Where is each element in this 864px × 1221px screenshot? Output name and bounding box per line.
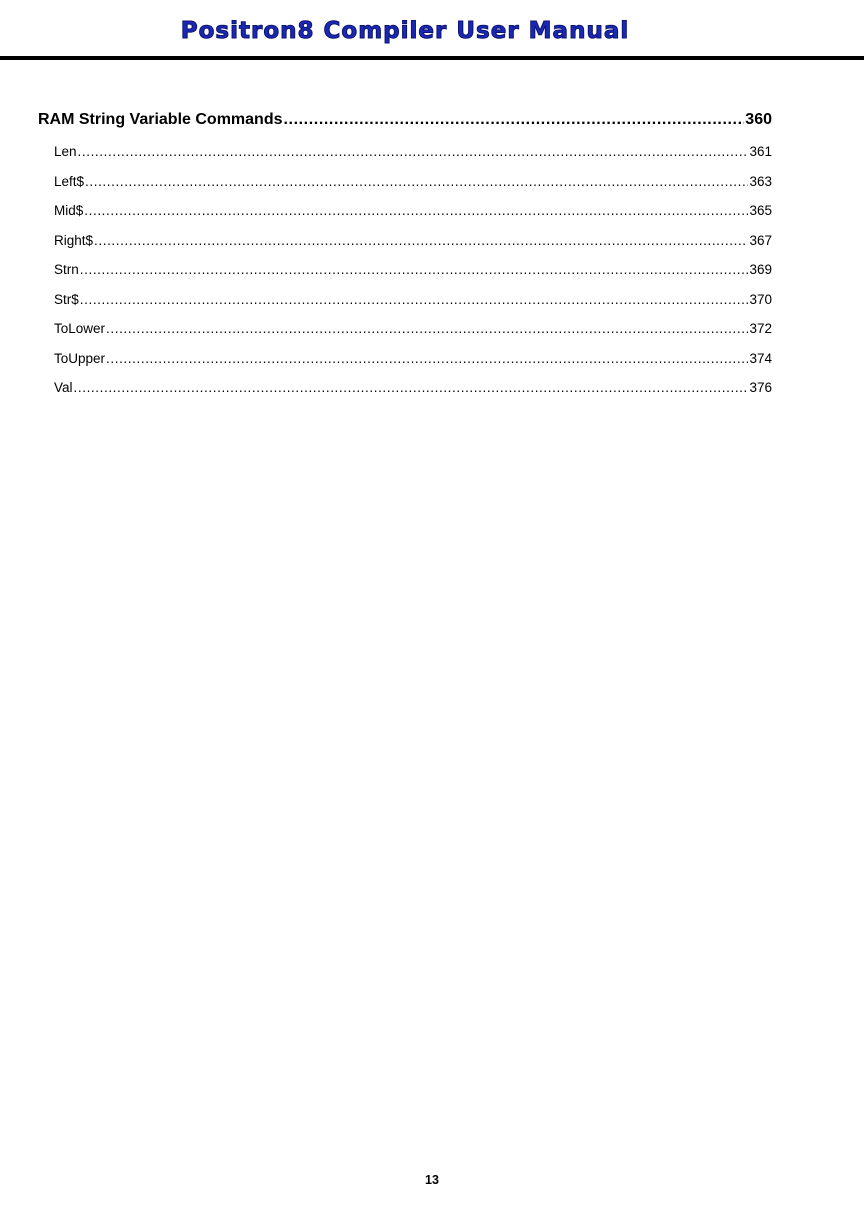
toc-entry-mid[interactable] [38, 196, 772, 226]
toc-dot-leader [84, 196, 748, 226]
toc-dot-leader [284, 108, 745, 132]
table-of-contents [38, 108, 772, 403]
toc-entry-label: ToLower [54, 321, 106, 336]
toc-entry-page: 363 [749, 173, 772, 189]
toc-entry-label: Str$ [54, 291, 79, 307]
toc-entry-str[interactable] [38, 285, 772, 315]
toc-entry-right[interactable] [38, 226, 772, 256]
toc-entry-page: 369 [749, 262, 772, 277]
toc-entry-strn[interactable] [38, 255, 772, 285]
toc-dot-leader [94, 226, 748, 256]
page-number: 13 [425, 1173, 439, 1187]
toc-entry-len[interactable] [38, 137, 772, 167]
toc-dot-leader [106, 314, 748, 344]
toc-section-heading[interactable] [38, 108, 772, 132]
toc-entry-val[interactable] [38, 373, 772, 403]
toc-section-label: RAM String Variable Commands [38, 111, 283, 128]
toc-entry-label: Len [54, 144, 77, 159]
toc-dot-leader [85, 167, 748, 197]
toc-entry-page: 370 [749, 291, 772, 307]
toc-entry-label: ToUpper [54, 350, 106, 366]
toc-entry-page: 372 [749, 321, 772, 336]
header-divider [0, 56, 864, 60]
toc-dot-leader [78, 137, 749, 167]
toc-entry-page: 365 [749, 203, 772, 218]
toc-entry-page: 361 [749, 144, 772, 159]
toc-entry-toupper[interactable] [38, 344, 772, 374]
toc-dot-leader [80, 285, 749, 315]
toc-dot-leader [106, 344, 748, 374]
toc-entry-page: 376 [749, 380, 772, 395]
toc-section-page: 360 [745, 111, 772, 128]
toc-entry-page: 367 [749, 232, 772, 248]
toc-entry-tolower[interactable] [38, 314, 772, 344]
toc-entry-label: Val [54, 380, 73, 395]
toc-entry-label: Right$ [54, 232, 94, 248]
manual-header-title: Positron8 Compiler User Manual [180, 18, 630, 44]
toc-entry-page: 374 [749, 350, 772, 366]
toc-entry-left[interactable] [38, 167, 772, 197]
toc-entry-label: Left$ [54, 173, 85, 189]
toc-entry-label: Mid$ [54, 203, 84, 218]
toc-dot-leader [80, 255, 749, 285]
toc-dot-leader [74, 373, 749, 403]
toc-entry-label: Strn [54, 262, 79, 277]
